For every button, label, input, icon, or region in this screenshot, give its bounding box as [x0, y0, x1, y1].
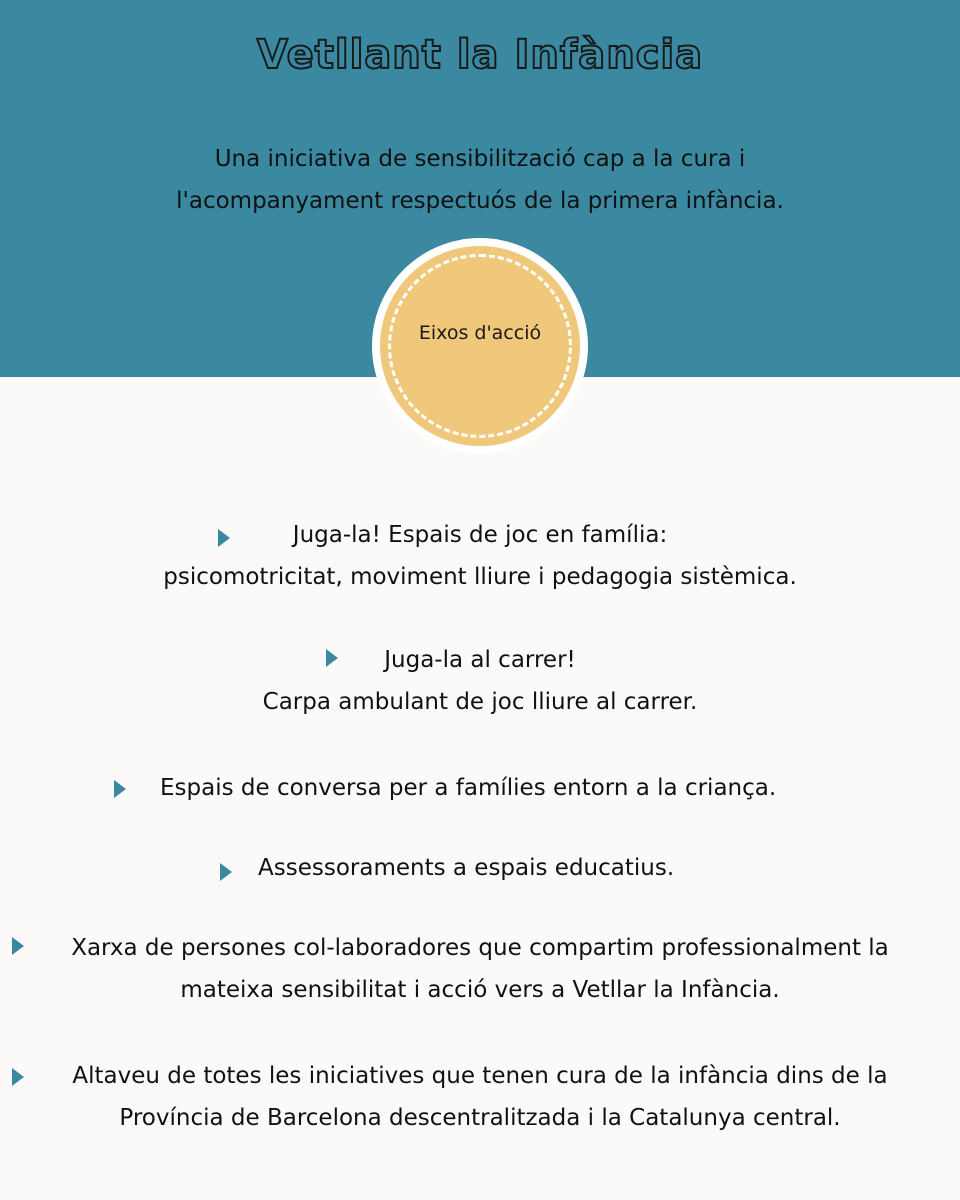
list-item — [160, 767, 776, 809]
list-item-line: psicomotricitat, moviment lliure i pedagogia sistèmica. — [163, 564, 797, 590]
list-item-line: Assessoraments a espais educatius. — [258, 855, 675, 881]
list-item — [150, 514, 810, 598]
list-item-line: Juga-la! Espais de joc en família: — [292, 522, 668, 548]
list-item — [258, 847, 674, 889]
triangle-right-icon — [12, 1068, 24, 1086]
list-item-line: Espais de conversa per a famílies entorn a la criança. — [160, 775, 777, 801]
list-item-line: Província de Barcelona descentralitzada i la Catalunya central. — [119, 1105, 841, 1131]
page-title: Vetllant la Infància — [256, 32, 704, 78]
list-item-line: Juga-la al carrer! — [384, 647, 576, 673]
subtitle-line: l'acompanyament respectuós de la primera infància. — [176, 188, 784, 214]
triangle-right-icon — [220, 863, 232, 881]
triangle-right-icon — [114, 780, 126, 798]
triangle-right-icon — [12, 937, 24, 955]
badge-dashed-border — [388, 254, 572, 438]
list-item-line: Xarxa de persones col-laboradores que compartim professionalment la — [71, 935, 889, 961]
badge-label: Eixos d'acció — [418, 322, 542, 344]
list-item-line: mateixa sensibilitat i acció vers a Vetllar la Infància. — [180, 977, 780, 1003]
list-item — [230, 639, 730, 723]
subtitle-line: Una iniciativa de sensibilització cap a la cura i — [214, 146, 746, 172]
list-item-line: Carpa ambulant de joc lliure al carrer. — [262, 689, 698, 715]
list-item — [30, 1055, 930, 1139]
page-subtitle — [100, 138, 860, 222]
list-item-line: Altaveu de totes les iniciatives que tenen cura de la infància dins de la — [72, 1063, 888, 1089]
list-item — [30, 927, 930, 1011]
